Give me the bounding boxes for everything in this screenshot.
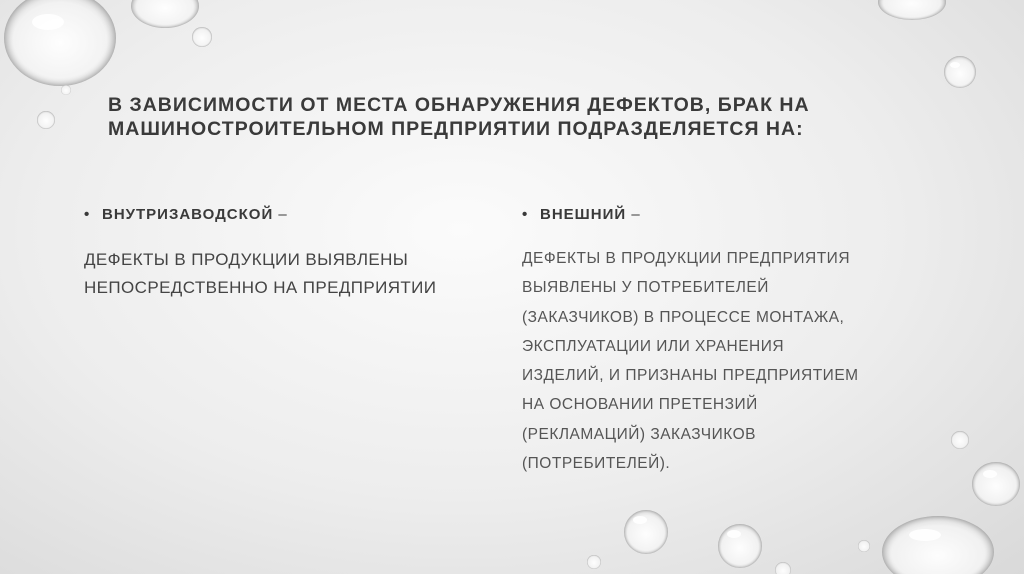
- external-defects-column: [522, 205, 942, 478]
- external-defects-description: [522, 244, 942, 478]
- internal-defects-heading: [84, 205, 504, 225]
- description-line: ДЕФЕКТЫ В ПРОДУКЦИИ ПРЕДПРИЯТИЯ: [522, 250, 851, 267]
- slide-title: [108, 93, 928, 141]
- description-line: (ЗАКАЗЧИКОВ) В ПРОЦЕССЕ МОНТАЖА,: [522, 308, 845, 326]
- internal-defects-description: [84, 246, 504, 302]
- external-defects-heading-text: ВНЕШНИЙ: [540, 206, 627, 223]
- drop-small-2: [61, 85, 71, 95]
- external-defects-heading: [522, 205, 942, 225]
- drop-bottom-right-large: [882, 516, 994, 574]
- description-line: ВЫЯВЛЕНЫ У ПОТРЕБИТЕЛЕЙ: [522, 279, 769, 297]
- internal-defects-column: [84, 205, 504, 302]
- description-line: НА ОСНОВАНИИ ПРЕТЕНЗИЙ: [522, 396, 758, 414]
- description-line: (ПОТРЕБИТЕЛЕЙ).: [522, 455, 671, 473]
- drop-small-1: [192, 27, 212, 47]
- drop-bottom-2: [718, 524, 762, 568]
- heading-dash: –: [278, 206, 288, 223]
- drop-bottom-right-small: [858, 540, 870, 552]
- drop-right-1: [944, 56, 976, 88]
- internal-defects-heading-text: ВНУТРИЗАВОДСКОЙ: [102, 206, 274, 223]
- drop-top-right: [878, 0, 946, 20]
- slide-title-line-2: МАШИНОСТРОИТЕЛЬНОМ ПРЕДПРИЯТИИ ПОДРАЗДЕЛЯЕТСЯ НА:: [108, 118, 804, 140]
- drop-small-3: [37, 111, 55, 129]
- bullet-icon: •: [522, 206, 529, 223]
- drop-bottom-4: [775, 562, 791, 574]
- drop-right-3: [972, 462, 1020, 506]
- bullet-icon: •: [84, 206, 91, 223]
- drop-top-left-2: [131, 0, 199, 28]
- drop-bottom-3: [587, 555, 601, 569]
- drop-top-left-large: [4, 0, 116, 86]
- description-line: ЭКСПЛУАТАЦИИ ИЛИ ХРАНЕНИЯ: [522, 337, 785, 355]
- heading-dash: –: [631, 206, 641, 223]
- slide-title-line-1: В ЗАВИСИМОСТИ ОТ МЕСТА ОБНАРУЖЕНИЯ ДЕФЕКТОВ, БРАК НА: [108, 94, 810, 116]
- description-line: (РЕКЛАМАЦИЙ) ЗАКАЗЧИКОВ: [522, 425, 756, 443]
- description-line: ДЕФЕКТЫ В ПРОДУКЦИИ ВЫЯВЛЕНЫ: [84, 250, 409, 269]
- description-line: ИЗДЕЛИЙ, И ПРИЗНАНЫ ПРЕДПРИЯТИЕМ: [522, 367, 859, 385]
- drop-bottom-1: [624, 510, 668, 554]
- drop-right-2: [951, 431, 969, 449]
- description-line: НЕПОСРЕДСТВЕННО НА ПРЕДПРИЯТИИ: [84, 278, 437, 297]
